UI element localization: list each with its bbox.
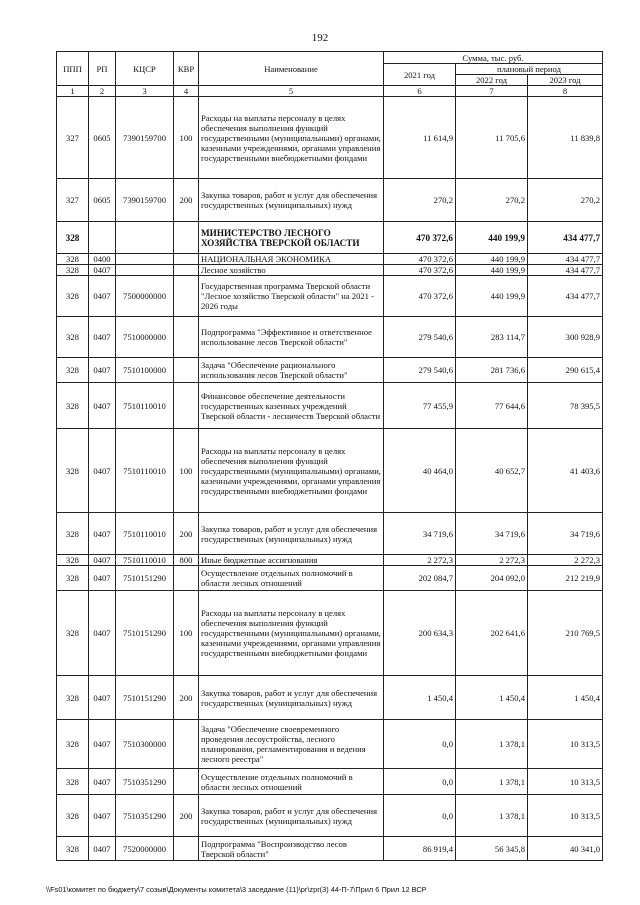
cell-kvr <box>174 265 199 276</box>
cell-ppp: 328 <box>57 265 89 276</box>
cell-ppp: 328 <box>57 276 89 317</box>
cell-2023: 434 477,7 <box>528 265 603 276</box>
cell-2021: 1 450,4 <box>384 676 456 720</box>
cell-name: Закупка товаров, работ и услуг для обеспечения государственных (муниципальных) нужд <box>199 179 384 222</box>
cell-ppp: 328 <box>57 566 89 591</box>
table-row <box>57 591 603 676</box>
table-row <box>57 429 603 513</box>
cell-2021: 11 614,9 <box>384 97 456 179</box>
cell-2022: 1 378,1 <box>456 795 528 837</box>
cell-name: Задача "Обеспечение рационального использования лесов Тверской области" <box>199 358 384 383</box>
cell-kvr <box>174 837 199 861</box>
cell-kcsr: 7510110010 <box>116 555 174 566</box>
cell-2022: 11 705,6 <box>456 97 528 179</box>
cell-2021: 0,0 <box>384 795 456 837</box>
cell-rp: 0407 <box>89 769 116 795</box>
header-kvr: КВР <box>174 52 199 86</box>
header-rp: РП <box>89 52 116 86</box>
cell-kvr <box>174 276 199 317</box>
cell-2023: 1 450,4 <box>528 676 603 720</box>
cell-2021: 470 372,6 <box>384 222 456 254</box>
cell-kcsr: 7510110010 <box>116 513 174 555</box>
cell-kcsr: 7510151290 <box>116 591 174 676</box>
cell-kcsr <box>116 254 174 265</box>
table-row <box>57 97 603 179</box>
cell-2021: 270,2 <box>384 179 456 222</box>
cell-2022: 1 378,1 <box>456 769 528 795</box>
cell-name: Расходы на выплаты персоналу в целях обеспечения выполнения функций государственными (муниципальными) органами, казенными учреждениями, органами управления государственными внебюджетными фондами <box>199 97 384 179</box>
table-row <box>57 222 603 254</box>
cell-2023: 10 313,5 <box>528 720 603 769</box>
table-row <box>57 254 603 265</box>
cell-ppp: 328 <box>57 676 89 720</box>
cell-2023: 11 839,8 <box>528 97 603 179</box>
cell-2022: 77 644,6 <box>456 383 528 429</box>
cell-kcsr: 7510351290 <box>116 769 174 795</box>
cell-kcsr: 7510110010 <box>116 383 174 429</box>
cell-rp: 0407 <box>89 383 116 429</box>
cell-kcsr: 7510000000 <box>116 317 174 358</box>
table-row <box>57 837 603 861</box>
cell-kvr <box>174 254 199 265</box>
table-row <box>57 566 603 591</box>
cell-name: Закупка товаров, работ и услуг для обеспечения государственных (муниципальных) нужд <box>199 795 384 837</box>
cell-2022: 283 114,7 <box>456 317 528 358</box>
cell-name: Иные бюджетные ассигнования <box>199 555 384 566</box>
cell-kcsr: 7510351290 <box>116 795 174 837</box>
cell-kvr: 100 <box>174 591 199 676</box>
cell-kvr: 100 <box>174 97 199 179</box>
cell-2023: 34 719,6 <box>528 513 603 555</box>
cell-rp: 0407 <box>89 265 116 276</box>
column-number: 8 <box>528 86 603 97</box>
table-row <box>57 720 603 769</box>
cell-2023: 290 615,4 <box>528 358 603 383</box>
cell-kcsr <box>116 222 174 254</box>
cell-kvr <box>174 566 199 591</box>
cell-2022: 204 092,0 <box>456 566 528 591</box>
table-row <box>57 383 603 429</box>
cell-2021: 202 084,7 <box>384 566 456 591</box>
cell-2023: 300 928,9 <box>528 317 603 358</box>
cell-name: Осуществление отдельных полномочий в области лесных отношений <box>199 566 384 591</box>
page-number: 192 <box>311 32 329 44</box>
cell-ppp: 328 <box>57 513 89 555</box>
table-row <box>57 769 603 795</box>
cell-rp: 0407 <box>89 317 116 358</box>
cell-kvr <box>174 720 199 769</box>
cell-kvr: 200 <box>174 795 199 837</box>
cell-ppp: 328 <box>57 222 89 254</box>
cell-ppp: 327 <box>57 97 89 179</box>
cell-kcsr: 7500000000 <box>116 276 174 317</box>
cell-kcsr: 7510151290 <box>116 676 174 720</box>
cell-name: Финансовое обеспечение деятельности государственных казенных учреждений Тверской области - лесничеств Тверской области <box>199 383 384 429</box>
table-row <box>57 317 603 358</box>
cell-2022: 40 652,7 <box>456 429 528 513</box>
header-2022: 2022 год <box>456 75 528 86</box>
cell-name: Закупка товаров, работ и услуг для обеспечения государственных (муниципальных) нужд <box>199 513 384 555</box>
cell-2022: 440 199,9 <box>456 254 528 265</box>
column-number: 5 <box>199 86 384 97</box>
cell-ppp: 328 <box>57 317 89 358</box>
cell-2022: 1 450,4 <box>456 676 528 720</box>
cell-2023: 41 403,6 <box>528 429 603 513</box>
cell-name: Подпрограмма "Эффективное и ответственное использование лесов Тверской области" <box>199 317 384 358</box>
cell-name: Задача "Обеспечение своевременного проведения лесоустройства, лесного планирования, регламентирования и ведения лесного реестра" <box>199 720 384 769</box>
table-row <box>57 513 603 555</box>
cell-2021: 200 634,3 <box>384 591 456 676</box>
cell-2022: 56 345,8 <box>456 837 528 861</box>
cell-2023: 212 219,9 <box>528 566 603 591</box>
cell-2023: 10 313,5 <box>528 795 603 837</box>
cell-2021: 470 372,6 <box>384 254 456 265</box>
cell-2021: 2 272,3 <box>384 555 456 566</box>
cell-rp: 0407 <box>89 513 116 555</box>
cell-kvr: 200 <box>174 513 199 555</box>
cell-rp: 0407 <box>89 566 116 591</box>
cell-rp: 0407 <box>89 837 116 861</box>
table-row <box>57 555 603 566</box>
cell-name: Расходы на выплаты персоналу в целях обеспечения выполнения функций государственными (муниципальными) органами, казенными учреждениями, органами управления государственными внебюджетными фондами <box>199 429 384 513</box>
cell-kcsr: 7510100000 <box>116 358 174 383</box>
cell-2021: 34 719,6 <box>384 513 456 555</box>
cell-kcsr: 7510110010 <box>116 429 174 513</box>
cell-2022: 1 378,1 <box>456 720 528 769</box>
cell-2023: 10 313,5 <box>528 769 603 795</box>
cell-2022: 281 736,6 <box>456 358 528 383</box>
cell-name: Расходы на выплаты персоналу в целях обеспечения выполнения функций государственными (муниципальными) органами, казенными учреждениями, органами управления государственными внебюджетными фондами <box>199 591 384 676</box>
header-2021: 2021 год <box>384 64 456 86</box>
cell-2023: 78 395,5 <box>528 383 603 429</box>
cell-2021: 279 540,6 <box>384 317 456 358</box>
table-row <box>57 265 603 276</box>
table-row <box>57 179 603 222</box>
cell-2023: 2 272,3 <box>528 555 603 566</box>
cell-rp: 0605 <box>89 179 116 222</box>
cell-ppp: 328 <box>57 837 89 861</box>
cell-2023: 270,2 <box>528 179 603 222</box>
cell-name: Закупка товаров, работ и услуг для обеспечения государственных (муниципальных) нужд <box>199 676 384 720</box>
cell-kcsr: 7390159700 <box>116 179 174 222</box>
table-row <box>57 276 603 317</box>
cell-name: Лесное хозяйство <box>199 265 384 276</box>
table-row <box>57 676 603 720</box>
cell-2022: 202 641,6 <box>456 591 528 676</box>
cell-kvr: 200 <box>174 676 199 720</box>
file-path-footer: \\Fs01\комитет по бюджету\7 созыв\Документы комитета\3 заседание (11)\pr\zpr(3) 44-П-7\Прил 6 Прил 12 ВСР <box>46 885 427 894</box>
cell-2022: 2 272,3 <box>456 555 528 566</box>
table-row <box>57 358 603 383</box>
cell-ppp: 328 <box>57 769 89 795</box>
cell-name: Государственная программа Тверской области "Лесное хозяйство Тверской области" на 2021 - 2026 годы <box>199 276 384 317</box>
cell-2021: 0,0 <box>384 769 456 795</box>
cell-2021: 279 540,6 <box>384 358 456 383</box>
cell-rp: 0407 <box>89 591 116 676</box>
cell-kcsr: 7510300000 <box>116 720 174 769</box>
cell-2022: 34 719,6 <box>456 513 528 555</box>
cell-rp: 0407 <box>89 429 116 513</box>
cell-2023: 434 477,7 <box>528 254 603 265</box>
table-row <box>57 795 603 837</box>
cell-ppp: 328 <box>57 254 89 265</box>
cell-kvr: 200 <box>174 179 199 222</box>
header-sum: Сумма, тыс. руб. <box>384 52 603 64</box>
column-number: 6 <box>384 86 456 97</box>
cell-ppp: 328 <box>57 383 89 429</box>
cell-ppp: 328 <box>57 358 89 383</box>
cell-kvr <box>174 358 199 383</box>
cell-rp: 0407 <box>89 555 116 566</box>
cell-kvr <box>174 317 199 358</box>
cell-2023: 210 769,5 <box>528 591 603 676</box>
cell-kcsr: 7520000000 <box>116 837 174 861</box>
cell-2021: 470 372,6 <box>384 265 456 276</box>
cell-kvr <box>174 769 199 795</box>
cell-ppp: 328 <box>57 429 89 513</box>
header-planned-period: плановый период <box>456 64 603 75</box>
cell-name: МИНИСТЕРСТВО ЛЕСНОГО ХОЗЯЙСТВА ТВЕРСКОЙ ОБЛАСТИ <box>199 222 384 254</box>
cell-rp: 0605 <box>89 97 116 179</box>
cell-2021: 470 372,6 <box>384 276 456 317</box>
cell-ppp: 328 <box>57 720 89 769</box>
cell-2022: 440 199,9 <box>456 222 528 254</box>
header-kcsr: КЦСР <box>116 52 174 86</box>
cell-ppp: 328 <box>57 555 89 566</box>
cell-ppp: 328 <box>57 591 89 676</box>
cell-2021: 86 919,4 <box>384 837 456 861</box>
cell-rp: 0407 <box>89 276 116 317</box>
cell-ppp: 327 <box>57 179 89 222</box>
column-number: 4 <box>174 86 199 97</box>
cell-2023: 40 341,0 <box>528 837 603 861</box>
header-name: Наименование <box>199 52 384 86</box>
cell-kvr <box>174 383 199 429</box>
cell-rp: 0407 <box>89 720 116 769</box>
cell-rp: 0407 <box>89 676 116 720</box>
header-2023: 2023 год <box>528 75 603 86</box>
cell-2021: 0,0 <box>384 720 456 769</box>
cell-rp: 0407 <box>89 795 116 837</box>
cell-ppp: 328 <box>57 795 89 837</box>
cell-kvr: 100 <box>174 429 199 513</box>
column-number: 1 <box>57 86 89 97</box>
budget-table <box>56 51 603 861</box>
cell-2022: 440 199,9 <box>456 265 528 276</box>
cell-rp: 0400 <box>89 254 116 265</box>
cell-name: Осуществление отдельных полномочий в области лесных отношений <box>199 769 384 795</box>
cell-name: НАЦИОНАЛЬНАЯ ЭКОНОМИКА <box>199 254 384 265</box>
cell-kcsr: 7390159700 <box>116 97 174 179</box>
cell-kcsr: 7510151290 <box>116 566 174 591</box>
cell-2023: 434 477,7 <box>528 222 603 254</box>
cell-2021: 40 464,0 <box>384 429 456 513</box>
cell-name: Подпрограмма "Воспроизводство лесов Тверской области" <box>199 837 384 861</box>
cell-2022: 440 199,9 <box>456 276 528 317</box>
cell-rp: 0407 <box>89 358 116 383</box>
column-number-row <box>57 86 603 97</box>
header-ppp: ППП <box>57 52 89 86</box>
cell-kvr: 800 <box>174 555 199 566</box>
cell-kvr <box>174 222 199 254</box>
cell-2021: 77 455,9 <box>384 383 456 429</box>
cell-2023: 434 477,7 <box>528 276 603 317</box>
cell-rp <box>89 222 116 254</box>
cell-2022: 270,2 <box>456 179 528 222</box>
column-number: 3 <box>116 86 174 97</box>
column-number: 2 <box>89 86 116 97</box>
cell-kcsr <box>116 265 174 276</box>
column-number: 7 <box>456 86 528 97</box>
